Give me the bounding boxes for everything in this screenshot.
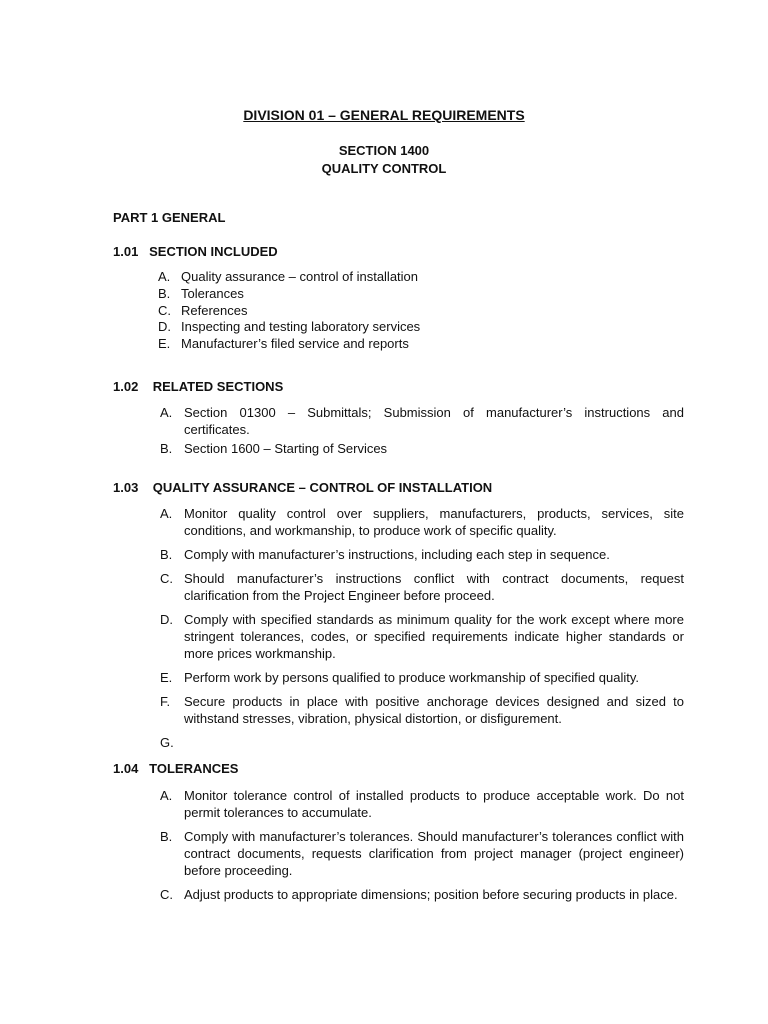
item-letter: E. (158, 336, 171, 352)
item-text: Secure products in place with positive anchorage devices designed and sized to withstand stresses, vibration, physical distortion, or disfigurement. (184, 694, 684, 726)
item-text: Monitor tolerance control of installed products to produce acceptable work. Do not permit tolerances to accumulate. (184, 788, 684, 820)
item-letter: B. (160, 829, 173, 844)
item-text: Manufacturer’s filed service and reports (181, 336, 409, 352)
item-letter: F. (160, 694, 171, 709)
item-text: Comply with specified standards as minimum quality for the work except where more stringent tolerances, codes, or specified requirements indicate higher standards or more prices workmanship. (184, 612, 684, 661)
list-item (160, 570, 684, 604)
section-number: SECTION 1400 (338, 143, 430, 158)
section-list-1-04 (160, 787, 684, 910)
item-letter: D. (160, 612, 173, 627)
item-text (184, 734, 684, 751)
item-text: Perform work by persons qualified to produce workmanship of specified quality. (184, 670, 639, 685)
item-text: Section 01300 – Submittals; Submission of manufacturer’s instructions and certificates. (184, 405, 684, 437)
item-text: Inspecting and testing laboratory services (181, 319, 421, 335)
item-text: Quality assurance – control of installation (181, 269, 419, 284)
item-letter: A. (160, 788, 173, 803)
list-item (160, 787, 684, 821)
list-item (158, 319, 688, 336)
list-item (160, 611, 684, 662)
list-item (160, 693, 684, 727)
item-text: Comply with manufacturer’s tolerances. Should manufacturer’s tolerances conflict with contract documents, requests clarification from project manager (project engineer) before proceeding. (184, 829, 684, 878)
item-letter: B. (160, 547, 173, 562)
section-list-1-03 (160, 505, 684, 758)
item-text: Adjust products to appropriate dimensions; position before securing products in place. (184, 887, 678, 902)
item-letter: A. (160, 405, 173, 420)
item-letter: E. (160, 670, 173, 685)
division-title: DIVISION 01 – GENERAL REQUIREMENTS (243, 107, 525, 123)
part-heading: PART 1 GENERAL (113, 210, 226, 225)
section-list-1-01 (158, 269, 688, 353)
item-letter: C. (160, 887, 173, 902)
item-text: Monitor quality control over suppliers, manufacturers, products, services, site conditions, and workmanship, to produce work of specific quality. (184, 506, 684, 538)
list-item (160, 505, 684, 539)
list-item (160, 828, 684, 879)
item-letter: C. (158, 302, 171, 318)
list-item (158, 303, 688, 320)
item-text: Comply with manufacturer’s instructions, including each step in sequence. (184, 547, 610, 562)
item-letter: G. (160, 735, 174, 750)
item-letter: A. (160, 506, 173, 521)
section-heading-1-01: 1.01 SECTION INCLUDED (113, 244, 278, 259)
item-letter: D. (158, 319, 171, 335)
list-item (160, 404, 684, 438)
list-item (158, 336, 688, 353)
list-item (160, 669, 684, 686)
list-item (160, 440, 684, 457)
list-item (158, 286, 688, 303)
item-letter: B. (158, 285, 171, 301)
item-letter: B. (160, 441, 173, 456)
section-heading-1-03: 1.03 QUALITY ASSURANCE – CONTROL OF INSTALLATION (113, 480, 493, 495)
list-item (160, 734, 684, 751)
item-text: Should manufacturer’s instructions conflict with contract documents, request clarification from the Project Engineer before proceed. (184, 571, 684, 603)
item-text: References (181, 302, 248, 318)
list-item (158, 269, 688, 286)
section-list-1-02 (160, 404, 684, 457)
item-letter: C. (160, 571, 173, 586)
item-text: Section 1600 – Starting of Services (184, 441, 388, 456)
item-letter: A. (158, 269, 171, 284)
section-heading-1-02: 1.02 RELATED SECTIONS (113, 379, 284, 394)
list-item (160, 546, 684, 563)
section-title: QUALITY CONTROL (321, 161, 447, 176)
item-text: Tolerances (181, 285, 244, 301)
section-heading-1-04: 1.04 TOLERANCES (113, 761, 239, 776)
list-item (160, 886, 684, 903)
